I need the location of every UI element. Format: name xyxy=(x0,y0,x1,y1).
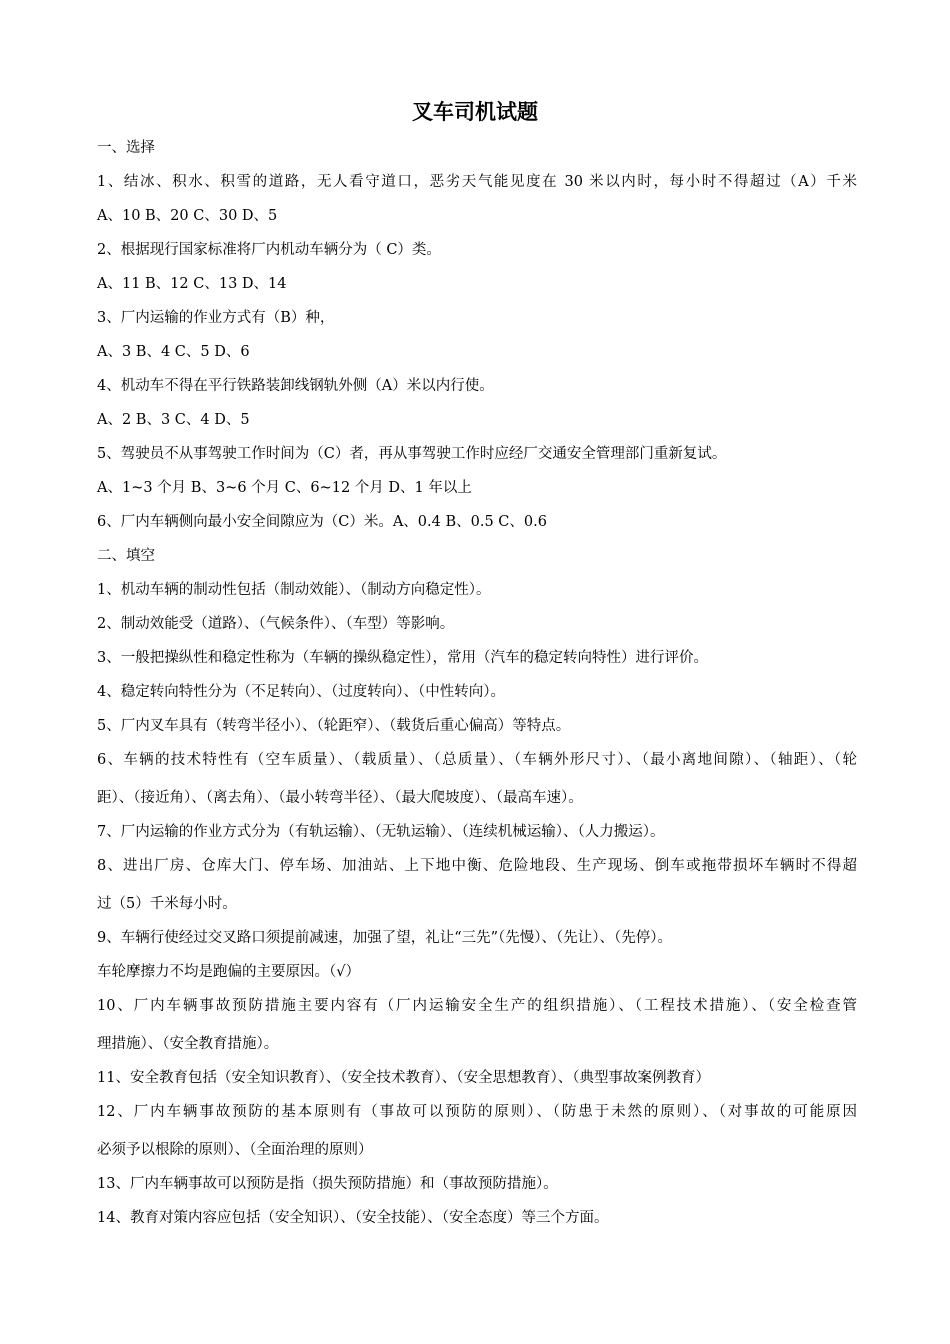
fill-line: 2、制动效能受（道路）、（气候条件）、（车型）等影响。 xyxy=(97,616,455,632)
fill-line: 10、厂内车辆事故预防措施主要内容有（厂内运输安全生产的组织措施）、（工程技术措施）、（安全检查管 xyxy=(97,998,857,1014)
fill-line: 14、教育对策内容应包括（安全知识）、（安全技能）、（安全态度）等三个方面。 xyxy=(97,1210,609,1226)
fill-line: 4、稳定转向特性分为（不足转向）、（过度转向）、（中性转向）。 xyxy=(97,684,505,700)
answer-options: A、10 B、20 C、30 D、5 xyxy=(97,208,278,224)
fill-line: 11、安全教育包括（安全知识教育）、（安全技术教育）、（安全思想教育）、（典型事故案例教育） xyxy=(97,1070,710,1086)
fill-line: 13、厂内车辆事故可以预防是指（损失预防措施）和（事故预防措施）。 xyxy=(97,1176,558,1192)
section-heading: 一、选择 xyxy=(97,140,155,156)
answer-options: A、1~3 个月 B、3~6 个月 C、6~12 个月 D、1 年以上 xyxy=(97,480,472,496)
section-heading: 二、填空 xyxy=(97,548,155,564)
answer-options: A、2 B、3 C、4 D、5 xyxy=(97,412,250,428)
fill-line: 7、厂内运输的作业方式分为（有轨运输）、（无轨运输）、（连续机械运输）、（人力搬运）。 xyxy=(97,824,665,840)
fill-line: 1、机动车辆的制动性包括（制动效能）、（制动方向稳定性）。 xyxy=(97,582,491,598)
fill-line: 必须予以根除的原则）、（全面治理的原则） xyxy=(97,1142,373,1158)
question-line: 4、机动车不得在平行铁路装卸线钢轨外侧（A）米以内行使。 xyxy=(97,378,494,394)
fill-line: 6、车辆的技术特性有（空车质量）、（载质量）、（总质量）、（车辆外形尺寸）、（最小离地间隙）、（轴距）、（轮 xyxy=(97,752,857,768)
fill-line: 3、一般把操纵性和稳定性称为（车辆的操纵稳定性），常用（汽车的稳定转向特性）进行评价。 xyxy=(97,650,708,666)
answer-options: A、11 B、12 C、13 D、14 xyxy=(97,276,287,292)
fill-line: 9、车辆行使经过交叉路口须提前减速，加强了望，礼让“三先”（先慢）、（先让）、（先停）。 xyxy=(97,930,673,946)
fill-line: 5、厂内叉车具有（转弯半径小）、（轮距窄）、（载货后重心偏高）等特点。 xyxy=(97,718,571,734)
answer-options: A、3 B、4 C、5 D、6 xyxy=(97,344,250,360)
document-body xyxy=(97,137,857,1241)
question-line: 6、厂内车辆侧向最小安全间隙应为（C）米。A、0.4 B、0.5 C、0.6 xyxy=(97,514,547,530)
document-title: 叉车司机试题 xyxy=(412,100,538,124)
fill-line: 过（5）千米每小时。 xyxy=(97,896,237,912)
question-line: 5、驾驶员不从事驾驶工作时间为（C）者，再从事驾驶工作时应经厂交通安全管理部门重新复试。 xyxy=(97,446,727,462)
fill-line: 车轮摩擦力不均是跑偏的主要原因。（√） xyxy=(97,964,360,980)
question-line: 2、根据现行国家标准将厂内机动车辆分为（ C）类。 xyxy=(97,242,441,258)
fill-line: 8、进出厂房、仓库大门、停车场、加油站、上下地中衡、危险地段、生产现场、倒车或拖带损坏车辆时不得超 xyxy=(97,858,857,874)
fill-line: 理措施）、（安全教育措施）。 xyxy=(97,1036,279,1052)
fill-line: 12、厂内车辆事故预防的基本原则有（事故可以预防的原则）、（防患于未然的原则）、（对事故的可能原因 xyxy=(97,1104,857,1120)
fill-line: 距）、（接近角）、（离去角）、（最小转弯半径）、（最大爬坡度）、（最高车速）。 xyxy=(97,790,583,806)
question-line: 3、厂内运输的作业方式有（B）种， xyxy=(97,310,335,326)
question-line: 1、结冰、积水、积雪的道路，无人看守道口，恶劣天气能见度在 30 米以内时，每小时不得超过（A）千米 xyxy=(97,174,857,190)
